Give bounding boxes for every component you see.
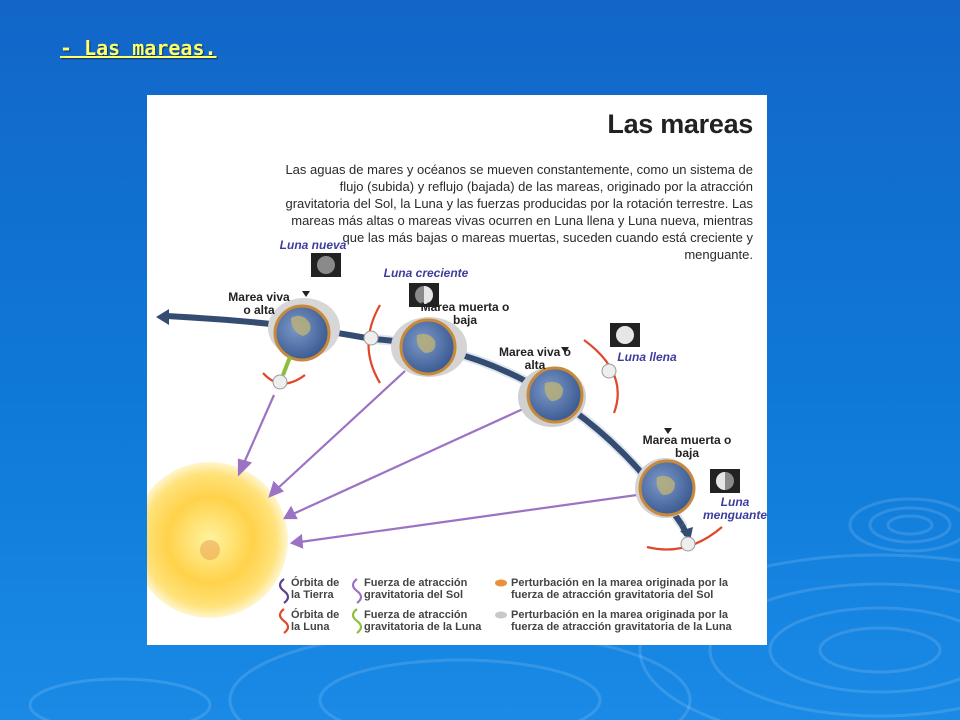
tide-label-1: Marea viva o alta: [228, 290, 290, 317]
legend-label-perturbacion-sol: Perturbación en la marea originada por la fuerza de atracción gravitatoria del Sol: [511, 577, 729, 601]
legend-symbol-fuerza-luna: [353, 609, 361, 633]
moon-phase-icon-llena: [610, 323, 640, 347]
legend-label-orbita-luna: Órbita de la Luna: [291, 609, 340, 633]
tide-label-2: Marea muerta o baja: [420, 300, 510, 327]
legend-label-orbita-tierra: Órbita de la Tierra: [291, 577, 340, 601]
moon-2: [364, 331, 378, 345]
moon-1: [273, 375, 287, 389]
legend-label-fuerza-luna: Fuerza de atracción gravitatoria de la Luna: [364, 609, 482, 633]
diagram-description: Las aguas de mares y océanos se mueven constantemente, como un sistema de flujo (subida) y reflujo (bajada) de las mareas, originado por la atracción gravitatoria del Sol, la Luna y las fuerzas producidas por la rotación terrestre. Las mareas más altas o mareas vivas ocurren en Luna llena y Luna nueva, mientras que las más bajas o mareas muertas, suceden cuando está creciente y menguante.: [285, 162, 753, 262]
legend-symbol-orbita-tierra: [280, 579, 288, 603]
legend-label-fuerza-sol: Fuerza de atracción gravitatoria del Sol: [364, 577, 468, 601]
sun: [147, 462, 288, 618]
moon-phase-label-llena: Luna llena: [617, 350, 677, 364]
legend-symbol-orbita-luna: [280, 609, 288, 633]
moon-phase-label-creciente: Luna creciente: [383, 266, 469, 280]
legend-symbol-fuerza-sol: [353, 579, 361, 603]
moon-3: [602, 364, 616, 378]
legend-symbol-perturbacion-sol: [495, 580, 507, 587]
moon-4: [681, 537, 695, 551]
moon-phase-icon-menguante: [710, 469, 740, 493]
legend-symbol-perturbacion-luna: [495, 612, 507, 619]
moon-force-1: [283, 357, 290, 375]
tides-diagram: [147, 95, 767, 645]
moon-phase-label-nueva: Luna nueva: [279, 238, 347, 252]
diagram-title: Las mareas: [607, 109, 753, 139]
tide-label-3: Marea viva o alta: [498, 345, 572, 372]
tide-label-4: Marea muerta o baja: [642, 433, 732, 460]
orbit-arrow-left: [156, 309, 169, 325]
legend-label-perturbacion-luna: Perturbación en la marea originada por la fuerza de atracción gravitatoria de la Luna: [511, 609, 732, 633]
moon-phase-label-menguante: Luna menguante: [703, 495, 768, 522]
slide-title: - Las mareas.: [60, 36, 217, 60]
